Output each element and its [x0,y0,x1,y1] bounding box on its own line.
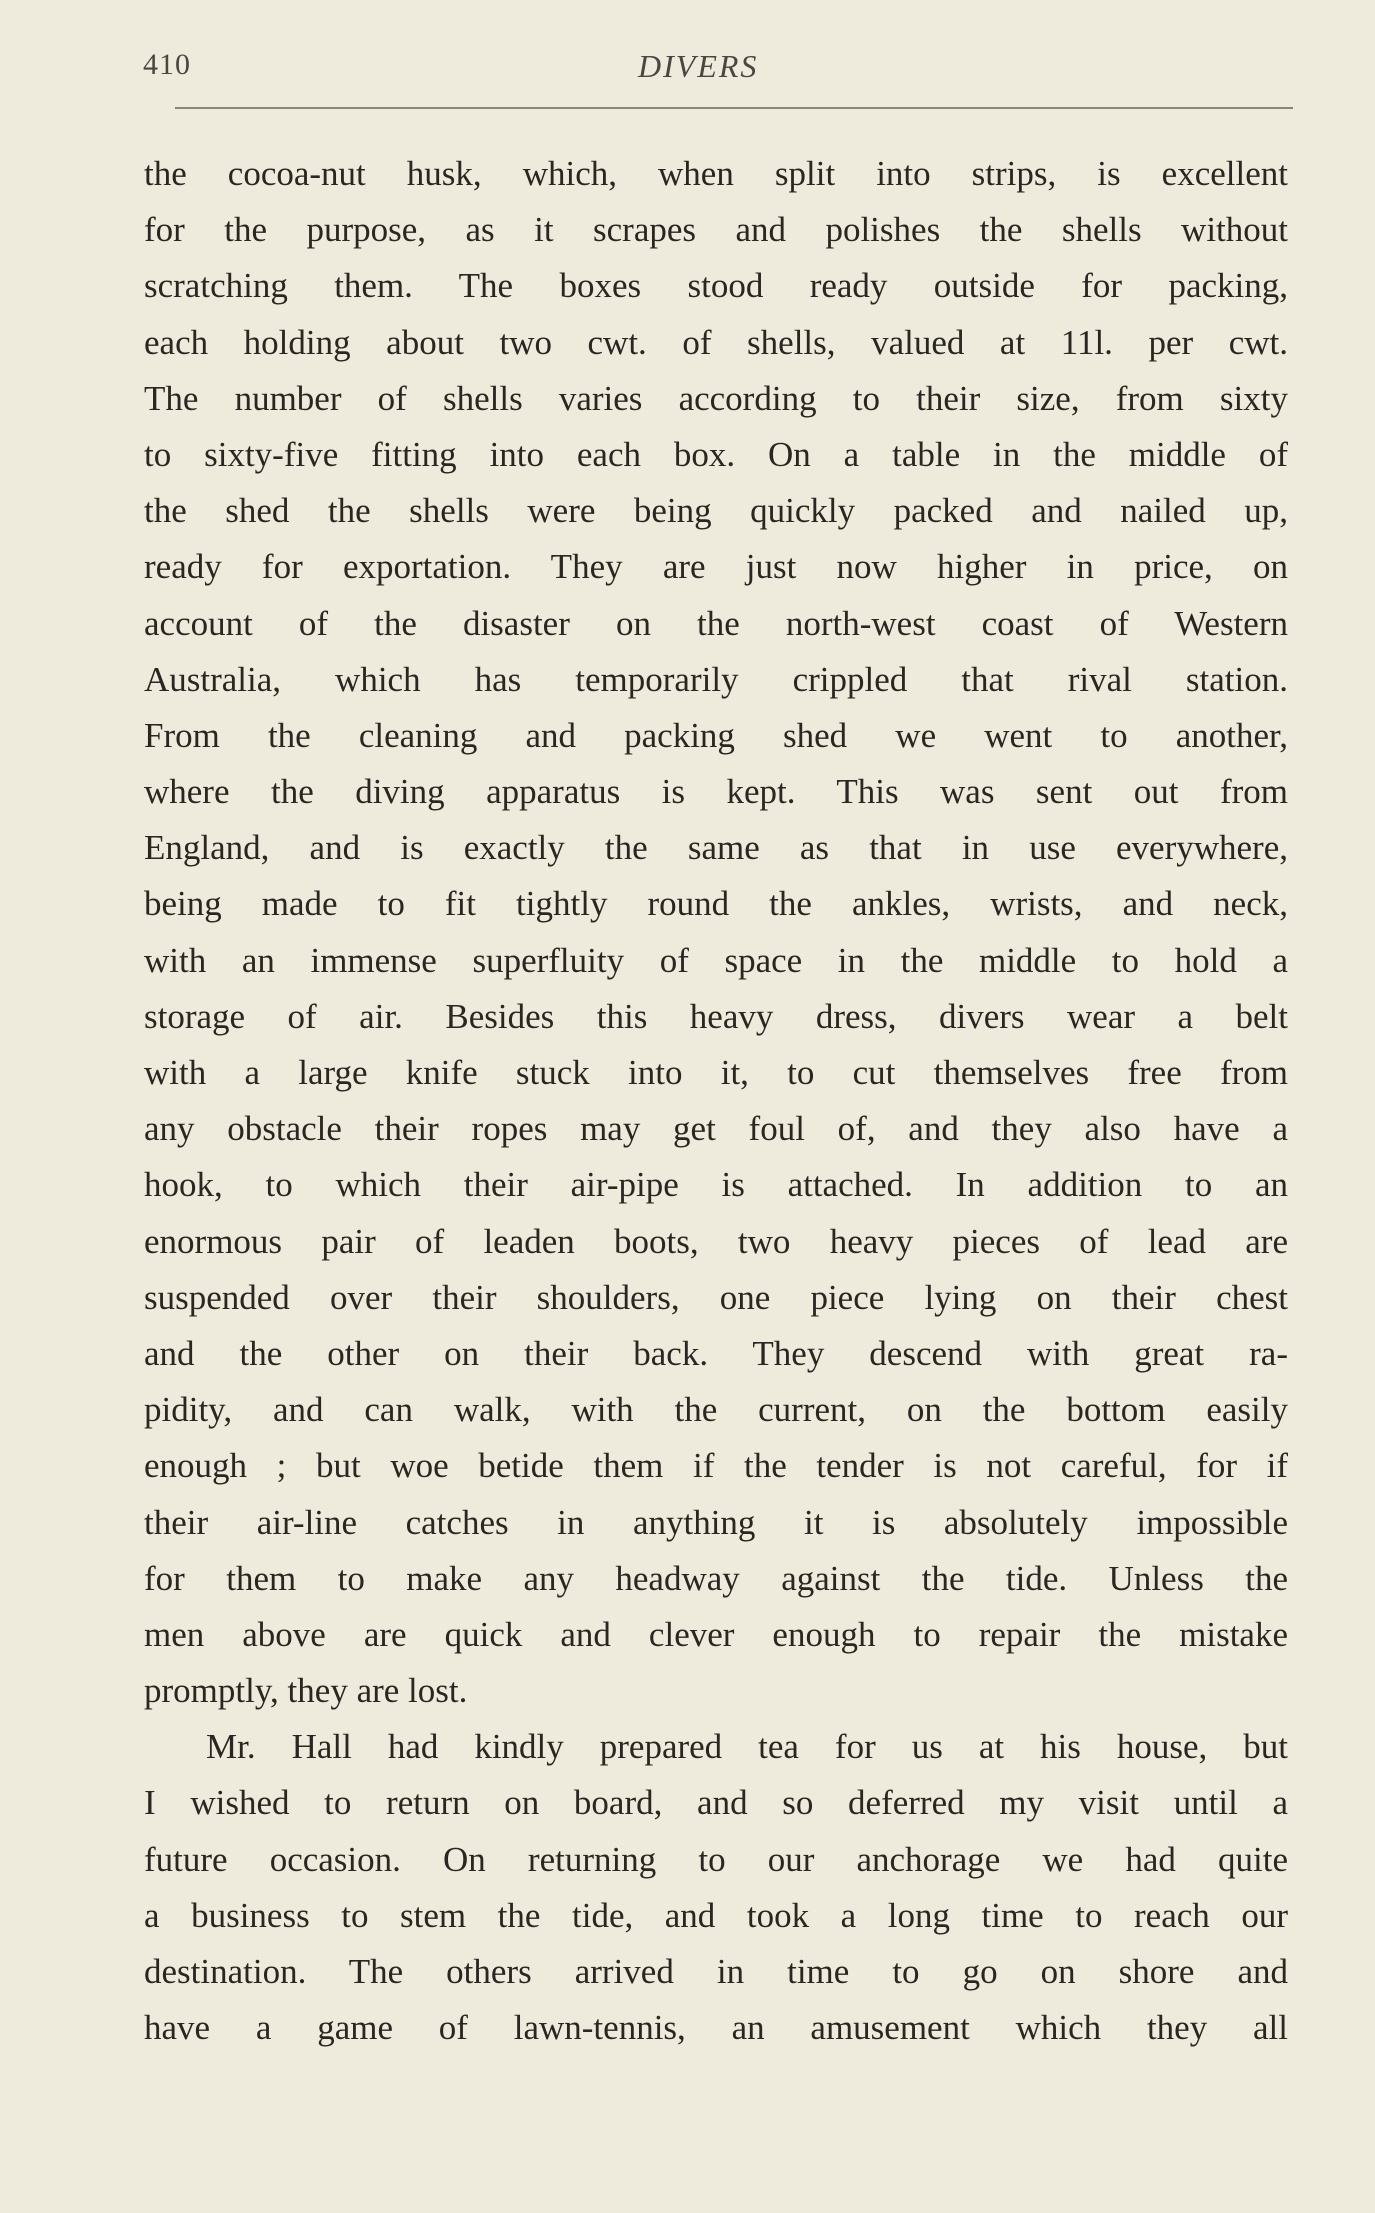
text-line: ready for exportation. They are just now higher in price, on [144,547,1288,587]
text-line: enormous pair of leaden boots, two heavy pieces of lead are [144,1221,1288,1261]
text-line: to sixty-five fitting into each box. On a table in the middle of [144,434,1288,474]
page-number: 410 [143,48,191,81]
text-line: account of the disaster on the north-west coast of Western [144,603,1288,643]
text-line: with an immense superfluity of space in the middle to hold a [144,940,1288,980]
text-line: Australia, which has temporarily crippled that rival station. [144,659,1288,699]
text-line: The number of shells varies according to their size, from sixty [144,378,1288,418]
text-line: enough ; but woe betide them if the tender is not careful, for if [144,1446,1288,1486]
text-line: the shed the shells were being quickly packed and nailed up, [144,491,1288,531]
paragraph-end-line: promptly, they are lost. [144,1671,468,1711]
header-rule [175,107,1293,109]
text-line: future occasion. On returning to our anchorage we had quite [144,1839,1288,1879]
text-line: being made to fit tightly round the ankles, wrists, and neck, [144,884,1288,924]
text-line: have a game of lawn-tennis, an amusement which they all [144,2008,1288,2048]
text-line: England, and is exactly the same as that in use everywhere, [144,828,1288,868]
text-line: and the other on their back. They descend with great ra- [144,1333,1288,1373]
text-line: with a large knife stuck into it, to cut themselves free from [144,1053,1288,1092]
paragraph-start-line: Mr. Hall had kindly prepared tea for us at his house, but [206,1727,1288,1767]
text-line: men above are quick and clever enough to repair the mistake [144,1614,1288,1654]
body-text [144,146,1288,2056]
text-line: the cocoa-nut husk, which, when split into strips, is excellent [144,154,1288,193]
text-line: a business to stem the tide, and took a long time to reach our [144,1895,1288,1935]
text-line: pidity, and can walk, with the current, on the bottom easily [144,1390,1288,1430]
text-line: storage of air. Besides this heavy dress, divers wear a belt [144,996,1288,1036]
text-line: for the purpose, as it scrapes and polishes the shells without [144,210,1288,250]
text-line: where the diving apparatus is kept. This was sent out from [144,772,1288,812]
text-line: their air-line catches in anything it is absolutely impossible [144,1502,1288,1542]
text-line: hook, to which their air-pipe is attached. In addition to an [144,1165,1288,1205]
running-head: DIVERS [638,48,759,84]
text-line: scratching them. The boxes stood ready outside for packing, [144,266,1288,306]
text-line: From the cleaning and packing shed we went to another, [144,715,1288,755]
text-line: each holding about two cwt. of shells, valued at 11l. per cwt. [144,322,1288,362]
text-line: destination. The others arrived in time to go on shore and [144,1952,1288,1991]
text-line: I wished to return on board, and so deferred my visit until a [144,1783,1288,1823]
text-line: suspended over their shoulders, one piece lying on their chest [144,1277,1288,1317]
text-line: for them to make any headway against the tide. Unless the [144,1558,1288,1598]
text-line: any obstacle their ropes may get foul of, and they also have a [144,1109,1288,1149]
page-header [143,48,1293,94]
